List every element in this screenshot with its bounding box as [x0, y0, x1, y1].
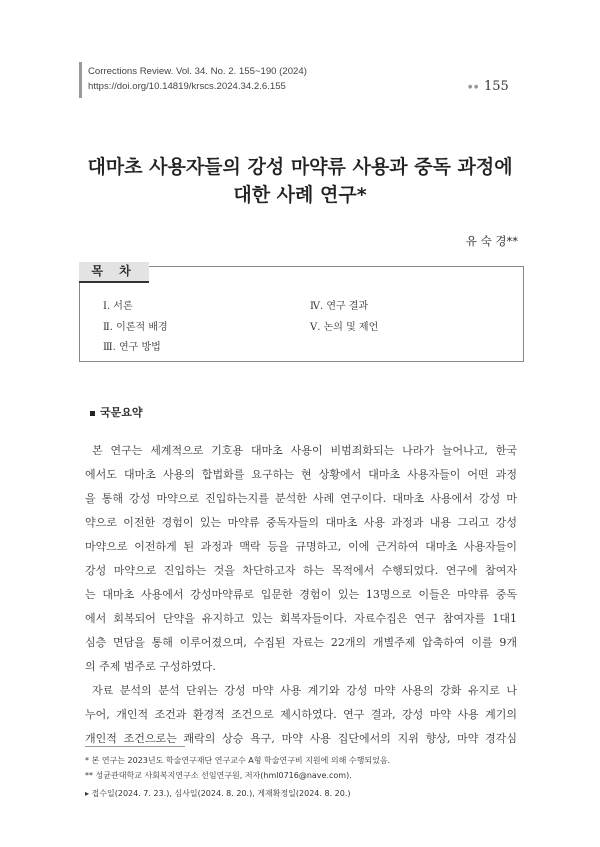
abstract-line: 마약으로 이전하게 된 과정과 맥락 등을 규명하고, 이에 근거하여 대마초 사용자들이	[85, 540, 517, 553]
author-name: 유 숙 경**	[465, 234, 518, 248]
abstract-line: 에서도 대마초 사용의 합법화를 요구하는 현 상황에서 대마초 사용자들이 어떤 과정	[85, 468, 517, 481]
abstract-heading	[90, 404, 143, 420]
abstract-line: 심층 면담을 통해 이루어졌으며, 수집된 자료는 22개의 개별주제 압축하여 이를 9개	[85, 636, 517, 649]
abstract-heading-text: 국문요약	[100, 406, 143, 419]
journal-citation: Corrections Review. Vol. 34. No. 2. 155~190 (2024)	[88, 66, 307, 77]
footnote-2: ** 성균관대학교 사회복지연구소 선임연구원, 저자(hml0716@nave.com).	[85, 771, 352, 780]
abstract-line: 본 연구는 세계적으로 기호용 대마초 사용이 비범죄화되는 나라가 늘어나고, 한국	[92, 444, 517, 457]
footnote-1: * 본 연구는 2023년도 학술연구재단 연구교수 A형 학술연구비 지원에 의해 수행되었음.	[85, 756, 391, 765]
doi-link[interactable]: https://doi.org/10.14819/krscs.2024.34.2.6.155	[88, 81, 286, 92]
page-number: 155	[484, 79, 509, 94]
toc-item-3: Ⅲ. 연구 방법	[103, 342, 161, 353]
paper-title-line2: 대한 사례 연구*	[233, 184, 367, 206]
abstract-line: 누어, 개인적 조건과 환경적 조건으로 제시하였다. 연구 결과, 강성 마약 사용 계기의	[85, 708, 517, 721]
abstract-line: 는 대마초 사용에서 강성마약류로 입문한 경험이 있는 13명으로 이들은 마약류 중독	[85, 588, 517, 601]
abstract-line: 약으로 이전한 경험이 있는 마약류 중독자들의 대마초 사용 과정과 내용 그리고 강성	[85, 516, 517, 529]
submission-dates: ▸ 접수일(2024. 7. 23.), 심사일(2024. 8. 20.), 게재확정일(2024. 8. 20.)	[85, 789, 351, 798]
page-dots-ornament: ● ●	[468, 84, 479, 90]
abstract-line: 강성 마약으로 진입하는 것을 차단하고자 하는 목적에서 수행되었다. 연구에 참여자	[85, 564, 517, 577]
abstract-line: 개인적 조건으로는 쾌락의 상승 욕구, 마약 사용 집단에서의 지위 향상, 마약 경각심	[85, 732, 517, 745]
toc-item-1: Ⅰ. 서론	[103, 301, 133, 312]
square-bullet-icon	[90, 411, 95, 416]
abstract-line: 에서 회복되어 단약을 유지하고 있는 회복자들이다. 자료수집은 연구 참여자를 1대1	[85, 612, 517, 625]
toc-item-4: Ⅳ. 연구 결과	[310, 301, 369, 312]
header-accent-bar	[79, 62, 82, 98]
footnote-divider	[85, 746, 185, 747]
toc-item-2: Ⅱ. 이론적 배경	[103, 322, 168, 333]
abstract-line: 자료 분석의 분석 단위는 강성 마약 사용 계기와 강성 마약 사용의 강화 유지로 나	[92, 684, 517, 697]
abstract-line: 의 주제 범주로 구성하였다.	[85, 660, 216, 673]
paper-title-line1: 대마초 사용자들의 강성 마약류 사용과 중독 과정에	[87, 156, 513, 178]
toc-item-5: Ⅴ. 논의 및 제언	[310, 322, 379, 333]
abstract-line: 을 통해 강성 마약으로 진입하는지를 분석한 사례 연구이다. 대마초 사용에서 강성 마	[85, 492, 517, 505]
toc-label: 목 차	[79, 262, 149, 283]
